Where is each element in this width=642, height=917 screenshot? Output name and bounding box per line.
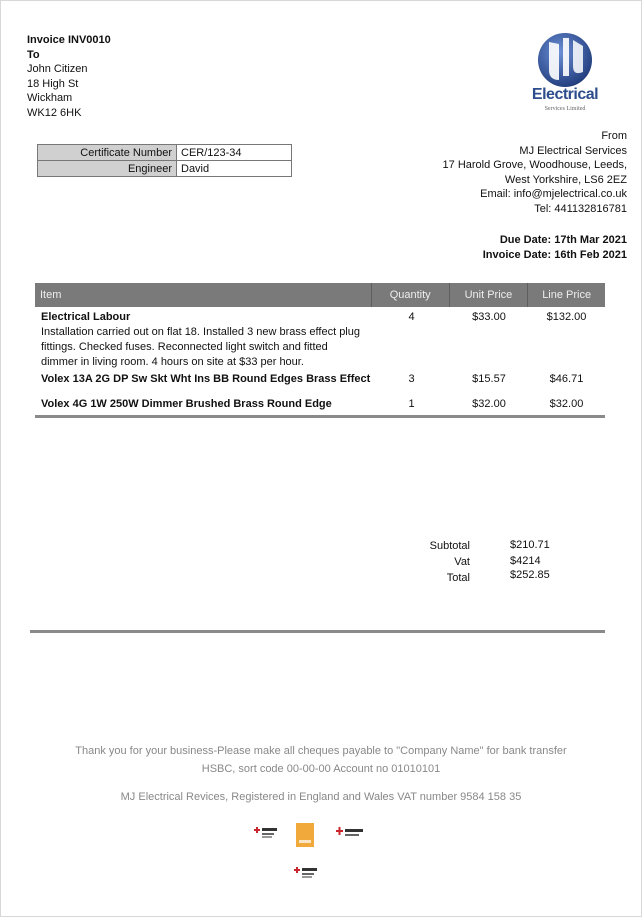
from-block: [443, 129, 627, 217]
bill-to-block: [27, 33, 111, 120]
logo-brand-text: Electrical: [531, 86, 599, 103]
customer-name: John Citizen: [27, 63, 88, 75]
certificate-number-value: CER/123-34: [177, 145, 292, 161]
company-logo: [527, 30, 603, 120]
item-quantity: 3: [408, 373, 415, 385]
engineer-label: Engineer: [38, 161, 177, 177]
accreditation-badge-icon: [293, 866, 319, 880]
item-title: Electrical Labour: [41, 311, 131, 323]
customer-town: Wickham: [27, 92, 73, 104]
company-name: MJ Electrical Services: [519, 144, 627, 157]
footer-thanks: Thank you for your business-Please make all cheques payable to "Company Name" for bank transfer: [75, 745, 567, 757]
logo-globe-icon: [527, 30, 603, 88]
total-value: $252.85: [510, 569, 550, 581]
item-unit-price: $15.57: [472, 373, 506, 385]
header-item: Item: [35, 283, 372, 307]
item-line-price: $132.00: [546, 311, 587, 323]
table-row: [35, 372, 605, 387]
certificate-row: [38, 145, 292, 161]
items-table-header: [35, 283, 605, 307]
vat-value: $4214: [510, 555, 541, 567]
company-tel: Tel: 441132816781: [534, 202, 627, 215]
item-unit-price: $32.00: [472, 398, 506, 410]
dates-block: [483, 233, 627, 263]
item-description: fittings. Checked fuses. Reconnected light switch and fitted: [41, 341, 328, 353]
company-email[interactable]: Email: info@mjelectrical.co.uk: [480, 188, 627, 201]
certificate-table: [37, 144, 292, 177]
footer-divider: [30, 630, 605, 633]
item-quantity: 1: [408, 398, 415, 410]
item-cell: [35, 310, 373, 370]
engineer-row: [38, 161, 292, 177]
item-description: Installation carried out on flat 18. Installed 3 new brass effect plug: [41, 326, 360, 338]
due-date: Due Date: 17th Mar 2021: [499, 234, 627, 246]
items-divider: [35, 415, 605, 418]
to-label: To: [27, 48, 40, 61]
header-unit-price: Unit Price: [450, 283, 529, 307]
accreditation-badge-icon: [296, 823, 314, 847]
item-line-price: $32.00: [549, 398, 584, 410]
from-label: From: [601, 130, 627, 142]
item-title: Volex 4G 1W 250W Dimmer Brushed Brass Round Edge: [41, 398, 332, 410]
customer-postcode: WK12 6HK: [27, 106, 82, 119]
subtotal-value: $210.71: [510, 539, 550, 551]
company-address-1: 17 Harold Grove, Woodhouse, Leeds,: [442, 159, 627, 172]
item-title: Volex 13A 2G DP Sw Skt Wht Ins BB Round Edges Brass Effect: [41, 373, 371, 385]
customer-street: 18 High St: [27, 77, 79, 90]
header-quantity: Quantity: [372, 283, 450, 307]
items-table: [35, 283, 605, 412]
item-description: dimmer in living room. 4 hours on site at $33 per hour.: [41, 356, 304, 368]
vat-label: Vat: [454, 556, 470, 568]
footer-registration: MJ Electrical Revices, Registered in England and Wales VAT number 9584 158 35: [120, 791, 522, 803]
header-line-price: Line Price: [542, 289, 592, 301]
logo-sub-text: Services Limited: [544, 106, 586, 112]
total-label: Total: [446, 572, 470, 584]
invoice-number: Invoice INV0010: [27, 34, 111, 46]
footer-bank: HSBC, sort code 00-00-00 Account no 01010101: [201, 763, 441, 775]
accreditation-badge-icon: [253, 826, 279, 840]
invoice-date: Invoice Date: 16th Feb 2021: [482, 249, 627, 261]
item-line-price: $46.71: [549, 373, 584, 385]
item-unit-price: $33.00: [472, 311, 506, 323]
table-row: [35, 310, 605, 370]
accreditation-badge-icon: [335, 826, 365, 840]
certificate-number-label: Certificate Number: [38, 145, 177, 161]
item-quantity: 4: [408, 311, 415, 323]
subtotal-label: Subtotal: [429, 540, 470, 552]
company-address-2: West Yorkshire, LS6 2EZ: [504, 173, 627, 186]
engineer-value: David: [177, 161, 292, 177]
table-row: [35, 397, 605, 412]
